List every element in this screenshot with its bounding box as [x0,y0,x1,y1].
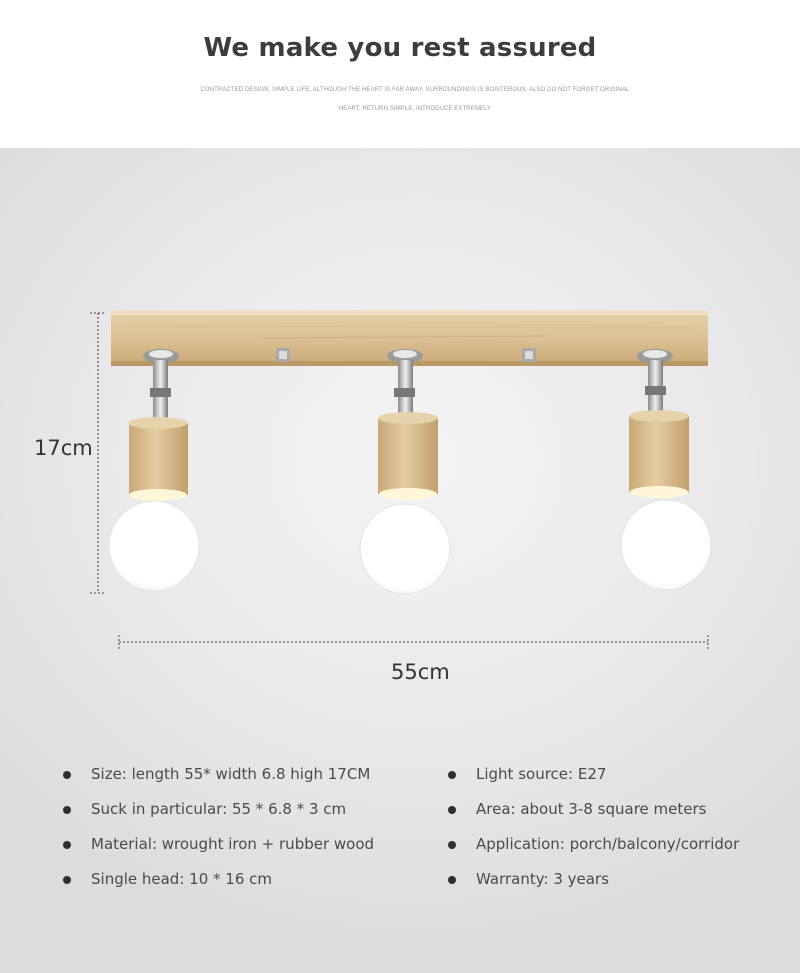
bullet-icon [448,771,456,779]
spec-text: Warranty: 3 years [476,870,609,888]
lamp-head-2 [360,349,450,594]
bullet-icon [63,806,71,814]
spec-text: Light source: E27 [476,765,607,783]
spec-text: Area: about 3-8 square meters [476,800,707,818]
spec-text: Application: porch/balcony/corridor [476,835,740,853]
bar-screw [276,348,290,362]
subtitle-line-1: CONTRACTED DESIGN, SIMPLE LIFE, ALTHOUGH THE HEART IS FAR AWAY, SURROUNDINGS IS BOISTEROUS, ALSO DO NOT FORGET ORIGINAL [200,87,630,93]
spec-item [476,870,609,888]
spec-item [91,835,374,853]
lamp-head-1 [109,349,199,591]
page-title: We make you rest assured [203,33,597,63]
product-photo [0,148,800,973]
bullet-icon [448,806,456,814]
spec-text: Suck in particular: 55 * 6.8 * 3 cm [91,800,347,818]
lamp-head-3 [621,349,711,590]
width-dimension-line [119,635,708,650]
spec-text: Single head: 10 * 16 cm [91,870,272,888]
bullet-icon [63,876,71,884]
spec-item [476,800,706,818]
bullet-icon [63,771,71,779]
header-section [0,0,800,148]
spec-item [476,765,606,783]
bullet-icon [63,841,71,849]
spec-text: Size: length 55* width 6.8 high 17CM [91,765,371,783]
width-label: 55cm [391,660,450,684]
spec-item [91,765,370,783]
bar-screw [522,348,536,362]
height-label: 17cm [34,436,93,460]
bullet-icon [448,876,456,884]
spec-text: Material: wrought iron + rubber wood [91,835,375,853]
spec-item [476,835,739,853]
bullet-icon [448,841,456,849]
spec-item [91,800,346,818]
spec-item [91,870,272,888]
subtitle-line-2: HEART, RETURN SIMPLE, INTRODUCE EXTREMELY [338,106,492,112]
